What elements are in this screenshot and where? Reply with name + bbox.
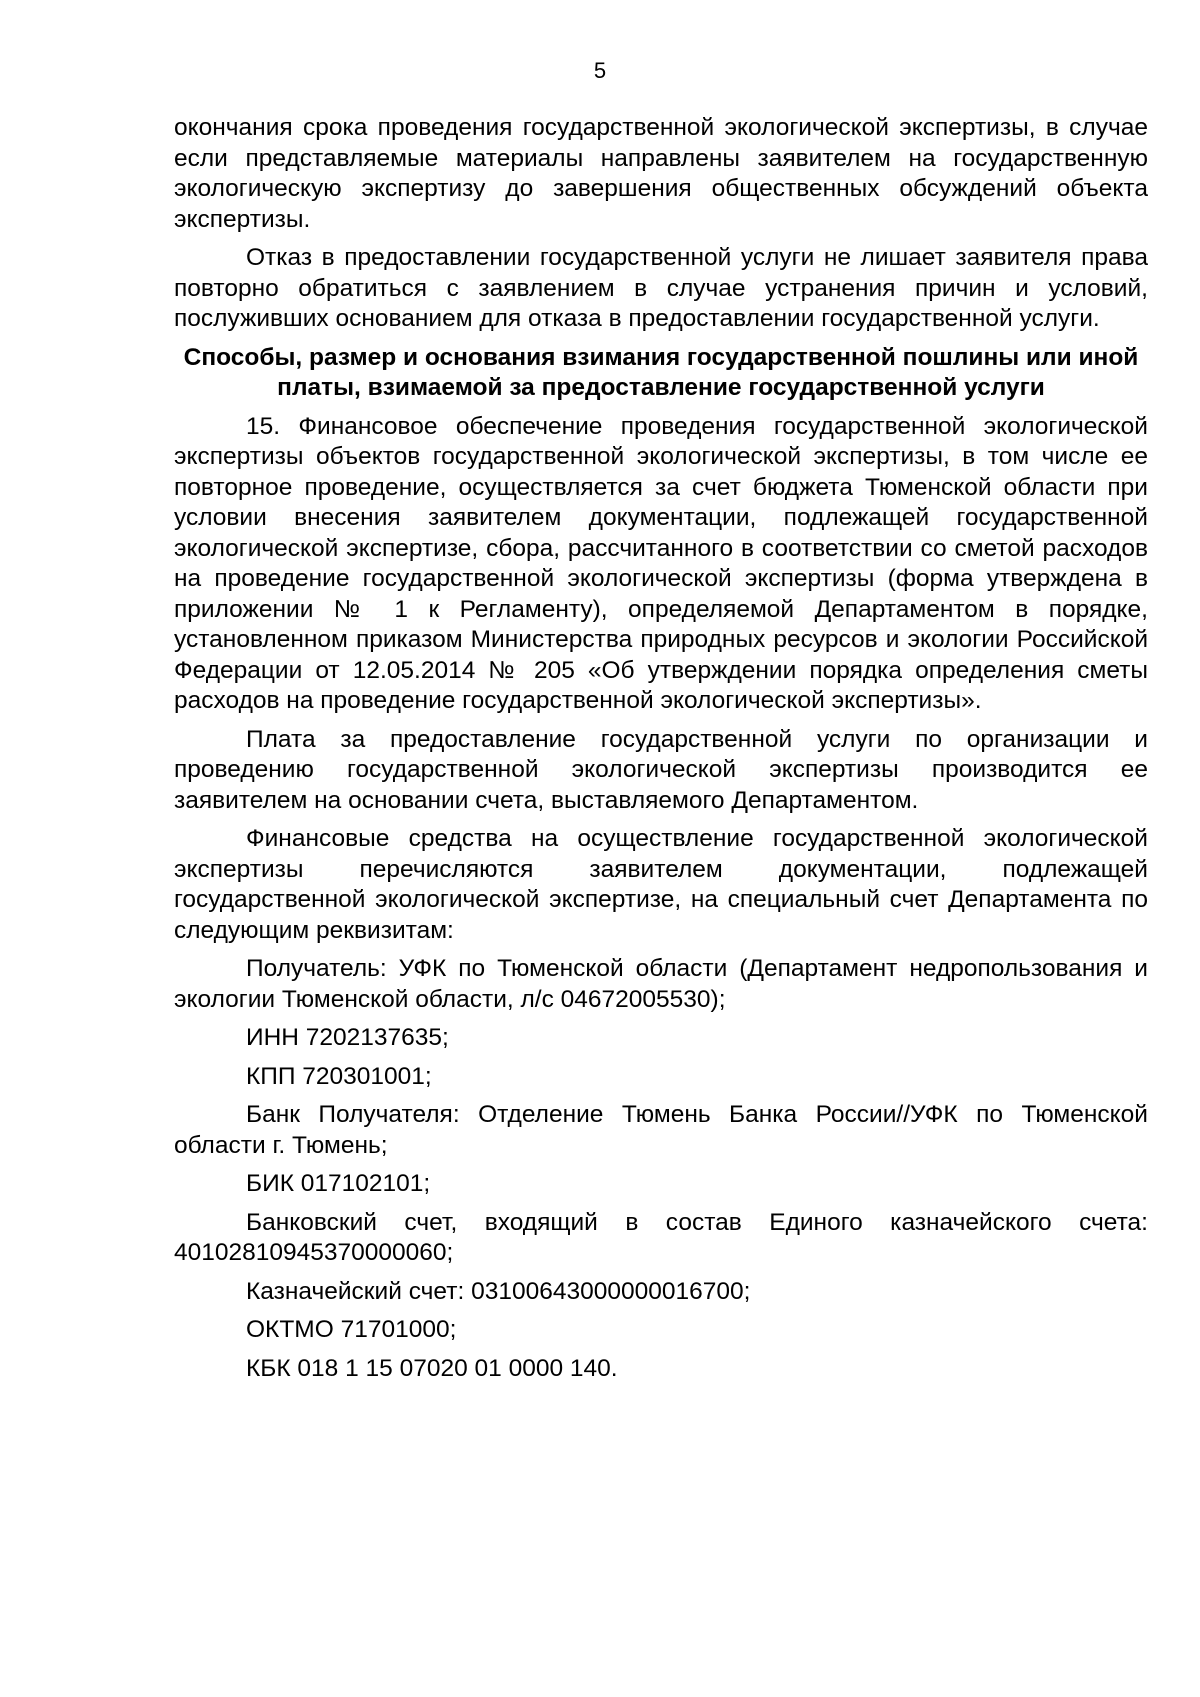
paragraph-refusal: Отказ в предоставлении государственной услуги не лишает заявителя права повторно обратиться с заявлением в случае устранения причин и условий, послуживших основанием для отказа в предоставлении государственной услуги. <box>174 244 1148 332</box>
requisite-recipient: Получатель: УФК по Тюменской области (Департамент недропользования и экологии Тюменской области, л/с 04672005530); <box>174 955 1148 1013</box>
page-number: 5 <box>593 58 607 83</box>
requisite-inn: ИНН 7202137635; <box>246 1024 449 1051</box>
requisite-oktmo: ОКТМО 71701000; <box>246 1316 457 1343</box>
paragraph-payment: Плата за предоставление государственной услуги по организации и проведению государственной экологической экспертизы производится ее заявителем на основании счета, выставляемого Департаментом. <box>174 725 1148 814</box>
requisite-bank: Банк Получателя: Отделение Тюмень Банка России//УФК по Тюменской области г. Тюмень; <box>174 1101 1148 1159</box>
requisite-bik: БИК 017102101; <box>246 1170 431 1197</box>
requisite-kbk: КБК 018 1 15 07020 01 0000 140. <box>246 1354 618 1382</box>
paragraph-funds: Финансовые средства на осуществление государственной экологической экспертизы перечисляются заявителем документации, подлежащей государственной экологической экспертизе, на специальный счет Департамента по следующим реквизитам: <box>174 825 1148 944</box>
paragraph-continuation: окончания срока проведения государственной экологической экспертизы, в случае если представляемые материалы направлены заявителем на государственную экологическую экспертизу до завершения общественных обсуждений объекта экспертизы. <box>174 114 1148 233</box>
section-heading: Способы, размер и основания взимания государственной пошлины или иной платы, взимаемой за предоставление государственной услуги <box>183 343 1139 401</box>
requisite-treasury-account: Казначейский счет: 03100643000000016700; <box>246 1277 751 1305</box>
requisite-kpp: КПП 720301001; <box>246 1062 432 1090</box>
document-body <box>174 113 1148 1392</box>
requisite-bank-account: Банковский счет, входящий в состав Единого казначейского счета: 40102810945370000060; <box>174 1208 1148 1266</box>
paragraph-15: 15. Финансовое обеспечение проведения государственной экологической экспертизы объектов государственной экологической экспертизы, в том числе ее повторное проведение, осуществляется за счет бюджета Тюменской области при условии внесения заявителем документации, подлежащей государственной экологической экспертизе, сбора, рассчитанного в соответствии со сметой расходов на проведение государственной экологической экспертизы (форма утверждена в приложении № 1 к Регламенту), определяемой Департаментом в порядке, установленном приказом Министерства природных ресурсов и экологии Российской Федерации от 12.05.2014 № 205 «Об утверждении порядка определения сметы расходов на проведение государственной экологической экспертизы». <box>174 412 1148 714</box>
